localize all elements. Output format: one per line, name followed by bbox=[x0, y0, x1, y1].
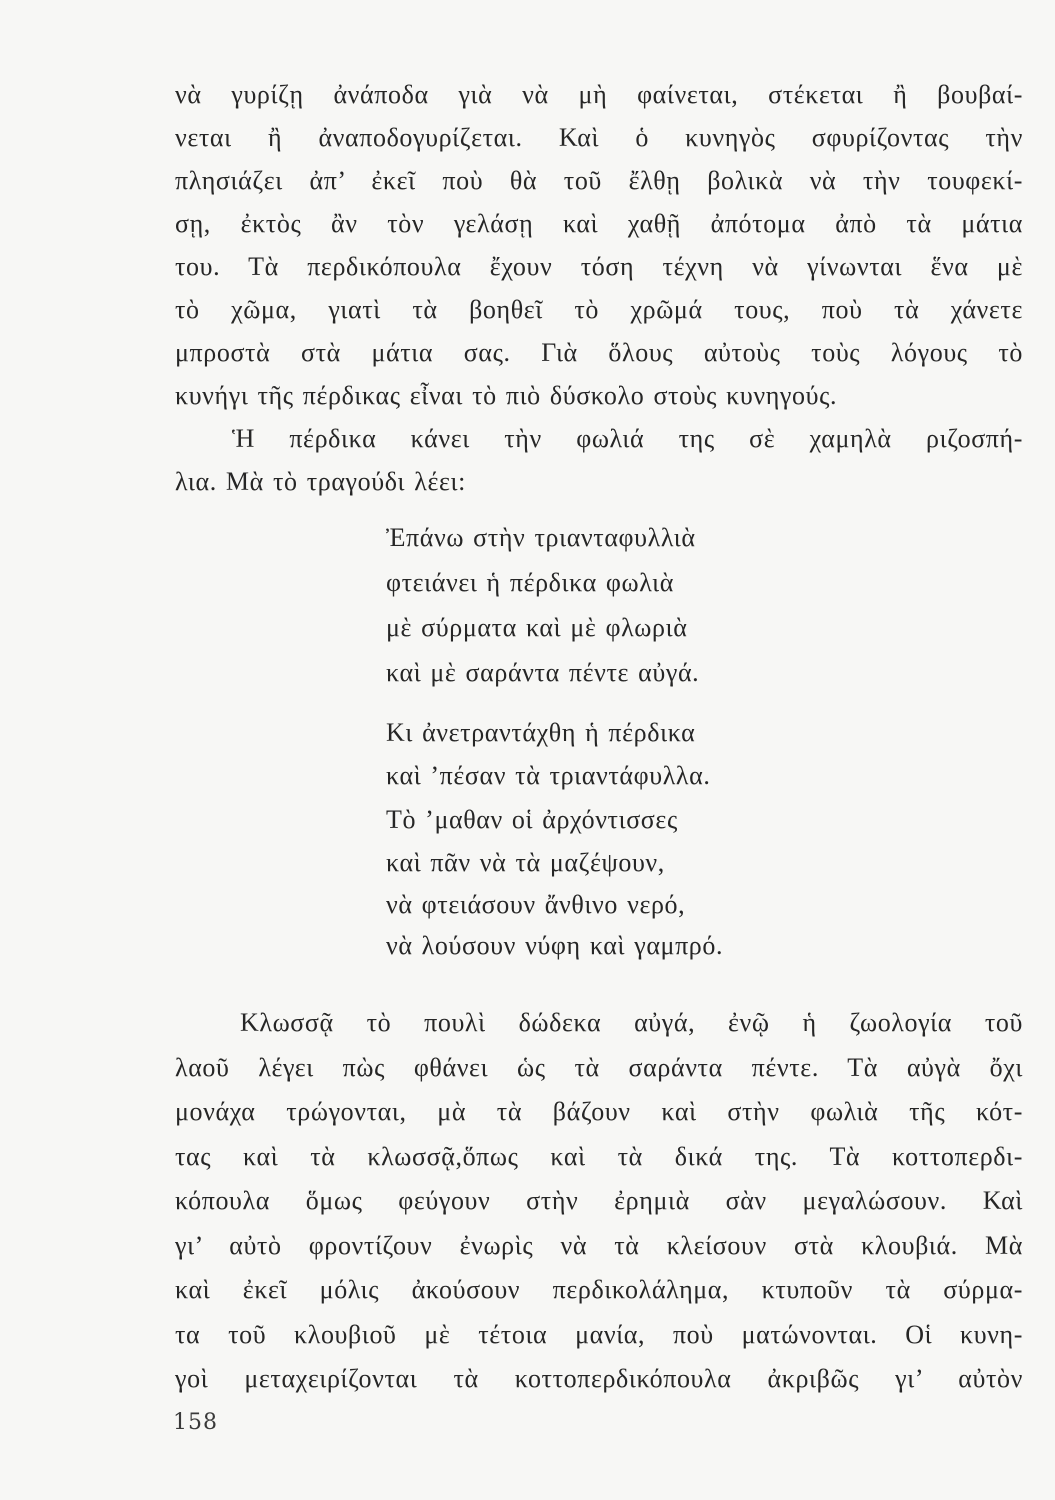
poem-line: μὲ σύρματα καὶ μὲ φλωριὰ bbox=[386, 613, 688, 642]
paragraph-line: μονάχα τρώγονται, μὰ τὰ βάζουν καὶ στὴν φωλιὰ τῆς κότ- bbox=[175, 1097, 1023, 1126]
paragraph-line: μπροστὰ στὰ μάτια σας. Γιὰ ὅλους αὐτοὺς τοὺς λόγους τὸ bbox=[175, 338, 1023, 367]
paragraph-line: Κλωσσᾷ τὸ πουλὶ δώδεκα αὐγά, ἐνῷ ἡ ζωολογία τοῦ bbox=[240, 1008, 1023, 1037]
paragraph-line: καὶ ἐκεῖ μόλις ἀκούσουν περδικολάλημα, κτυποῦν τὰ σύρμα- bbox=[175, 1275, 1023, 1304]
poem-line: Κι ἀνετραντάχθη ἡ πέρδικα bbox=[386, 718, 696, 747]
paragraph-line: λια. Μὰ τὸ τραγούδι λέει: bbox=[175, 467, 466, 496]
paragraph-line: λαοῦ λέγει πὼς φθάνει ὡς τὰ σαράντα πέντε. Τὰ αὐγὰ ὄχι bbox=[175, 1053, 1023, 1082]
paragraph-line: γοὶ μεταχειρίζονται τὰ κοττοπερδικόπουλα ἀκριβῶς γι’ αὐτὸν bbox=[175, 1364, 1023, 1393]
paragraph-line: τα τοῦ κλουβιοῦ μὲ τέτοια μανία, ποὺ ματώνονται. Οἱ κυνη- bbox=[175, 1320, 1023, 1349]
paragraph-line: τας καὶ τὰ κλωσσᾷ,ὅπως καὶ τὰ δικά της. Τὰ κοττοπερδι- bbox=[175, 1142, 1023, 1171]
paragraph-line: σῃ, ἐκτὸς ἂν τὸν γελάσῃ καὶ χαθῇ ἀπότομα ἀπὸ τὰ μάτια bbox=[175, 209, 1023, 238]
poem-line: Τὸ ’μαθαν οἱ ἀρχόντισσες bbox=[386, 805, 678, 834]
paragraph-line: Ἡ πέρδικα κάνει τὴν φωλιά της σὲ χαμηλὰ ριζοσπή- bbox=[232, 424, 1023, 453]
poem-line: καὶ πᾶν νὰ τὰ μαζέψουν, bbox=[386, 848, 665, 877]
paragraph-line: πλησιάζει ἀπ’ ἐκεῖ ποὺ θὰ τοῦ ἔλθῃ βολικὰ νὰ τὴν τουφεκί- bbox=[175, 166, 1023, 195]
poem-line: καὶ μὲ σαράντα πέντε αὐγά. bbox=[386, 658, 700, 687]
poem-line: φτειάνει ἡ πέρδικα φωλιὰ bbox=[386, 568, 674, 597]
paragraph-line: τὸ χῶμα, γιατὶ τὰ βοηθεῖ τὸ χρῶμά τους, ποὺ τὰ χάνετε bbox=[175, 295, 1023, 324]
poem-line: Ἐπάνω στὴν τριανταφυλλιὰ bbox=[386, 523, 696, 552]
poem-line: νὰ λούσουν νύφη καὶ γαμπρό. bbox=[386, 931, 724, 960]
page-number: 158 bbox=[173, 1410, 218, 1435]
paragraph-line: νεται ἢ ἀναποδογυρίζεται. Καὶ ὁ κυνηγὸς σφυρίζοντας τὴν bbox=[175, 123, 1023, 152]
paragraph-line: κυνήγι τῆς πέρδικας εἶναι τὸ πιὸ δύσκολο στοὺς κυνηγούς. bbox=[175, 381, 838, 410]
poem-line: νὰ φτειάσουν ἄνθινο νερό, bbox=[386, 890, 686, 919]
paragraph-line: γι’ αὐτὸ φροντίζουν ἐνωρὶς νὰ τὰ κλείσουν στὰ κλουβιά. Μὰ bbox=[175, 1231, 1023, 1260]
poem-line: καὶ ’πέσαν τὰ τριαντάφυλλα. bbox=[386, 761, 711, 790]
paragraph-line: νὰ γυρίζῃ ἀνάποδα γιὰ νὰ μὴ φαίνεται, στέκεται ἢ βουβαί- bbox=[175, 80, 1023, 109]
paragraph-line: κόπουλα ὅμως φεύγουν στὴν ἐρημιὰ σὰν μεγαλώσουν. Καὶ bbox=[175, 1186, 1023, 1215]
paragraph-line: του. Τὰ περδικόπουλα ἔχουν τόση τέχνη νὰ γίνωνται ἕνα μὲ bbox=[175, 252, 1023, 281]
